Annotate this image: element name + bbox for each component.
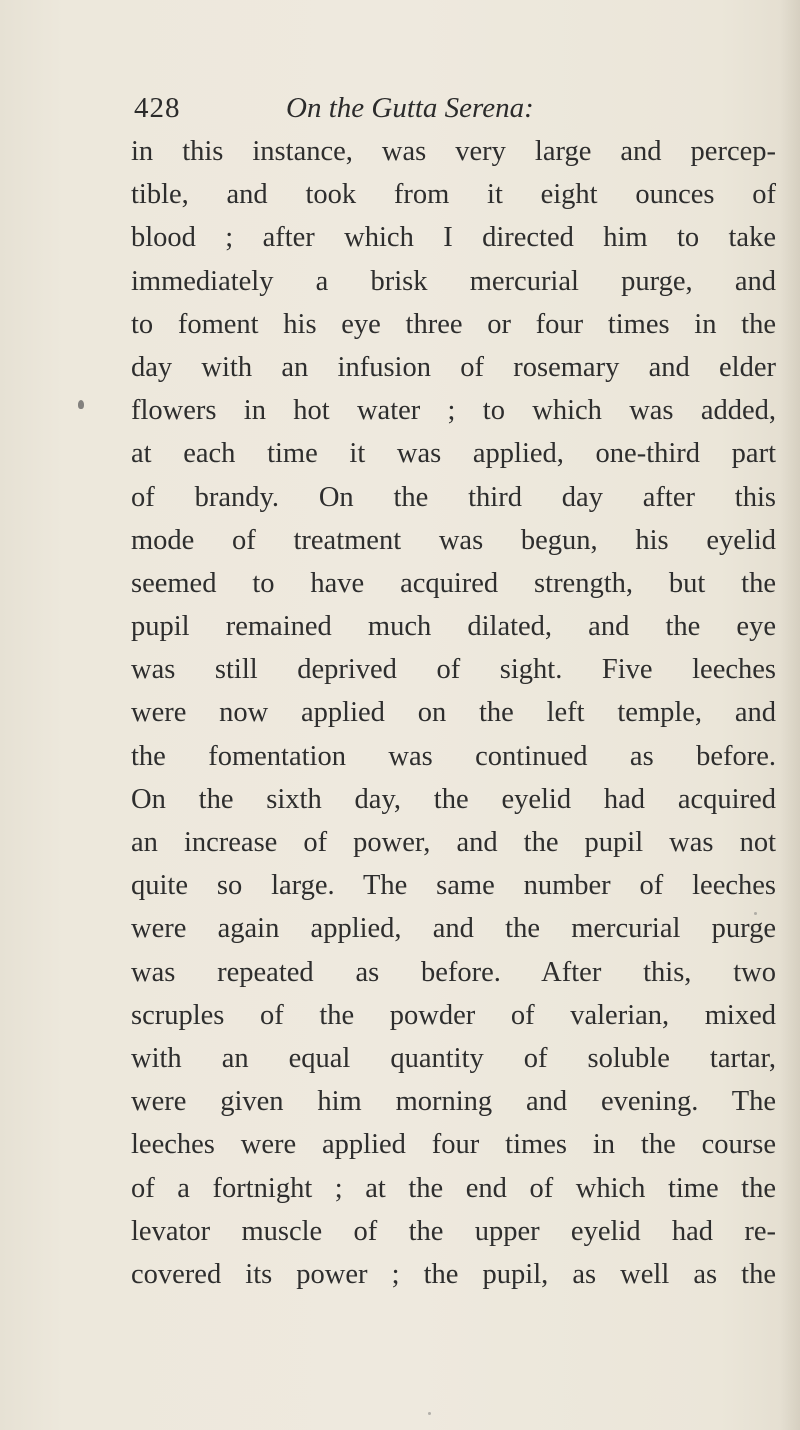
- text-line: were given him morning and evening. The: [131, 1086, 776, 1118]
- body-text: [131, 130, 776, 1296]
- text-line: day with an infusion of rosemary and elder: [131, 351, 776, 383]
- text-line: of a fortnight ; at the end of which time the: [131, 1172, 776, 1204]
- text-line: pupil remained much dilated, and the eye: [131, 611, 776, 643]
- text-line: in this instance, was very large and percep-: [131, 136, 776, 167]
- text-line: of brandy. On the third day after this: [131, 481, 776, 513]
- text-line: was still deprived of sight. Five leeches: [131, 654, 776, 686]
- text-line: scruples of the powder of valerian, mixed: [131, 999, 776, 1031]
- running-head: On the Gutta Serena:: [286, 92, 534, 124]
- text-line: to foment his eye three or four times in the: [131, 308, 776, 340]
- text-line: was repeated as before. After this, two: [131, 956, 776, 988]
- text-line: immediately a brisk mercurial purge, and: [131, 265, 776, 297]
- text-line: quite so large. The same number of leeches: [131, 870, 776, 902]
- text-line: the fomentation was continued as before.: [131, 740, 776, 772]
- text-line: blood ; after which I directed him to take: [131, 222, 776, 254]
- text-line: flowers in hot water ; to which was added,: [131, 395, 776, 427]
- text-line: were again applied, and the mercurial purge: [131, 913, 776, 945]
- text-line: seemed to have acquired strength, but the: [131, 567, 776, 599]
- page-number: 428: [134, 92, 181, 124]
- text-line: at each time it was applied, one-third part: [131, 438, 776, 470]
- text-line: leeches were applied four times in the course: [131, 1129, 776, 1161]
- text-line: an increase of power, and the pupil was not: [131, 827, 776, 858]
- text-line: covered its power ; the pupil, as well as the: [131, 1258, 776, 1290]
- page-edge-shadow: [780, 0, 800, 1430]
- ink-speck: [428, 1412, 431, 1415]
- text-line: On the sixth day, the eyelid had acquired: [131, 783, 776, 815]
- text-line: tible, and took from it eight ounces of: [131, 179, 776, 211]
- margin-ink-mark: [78, 400, 84, 409]
- text-line: with an equal quantity of soluble tartar,: [131, 1042, 776, 1074]
- text-line: mode of treatment was begun, his eyelid: [131, 524, 776, 556]
- text-line: were now applied on the left temple, and: [131, 697, 776, 729]
- text-line: levator muscle of the upper eyelid had re-: [131, 1215, 776, 1247]
